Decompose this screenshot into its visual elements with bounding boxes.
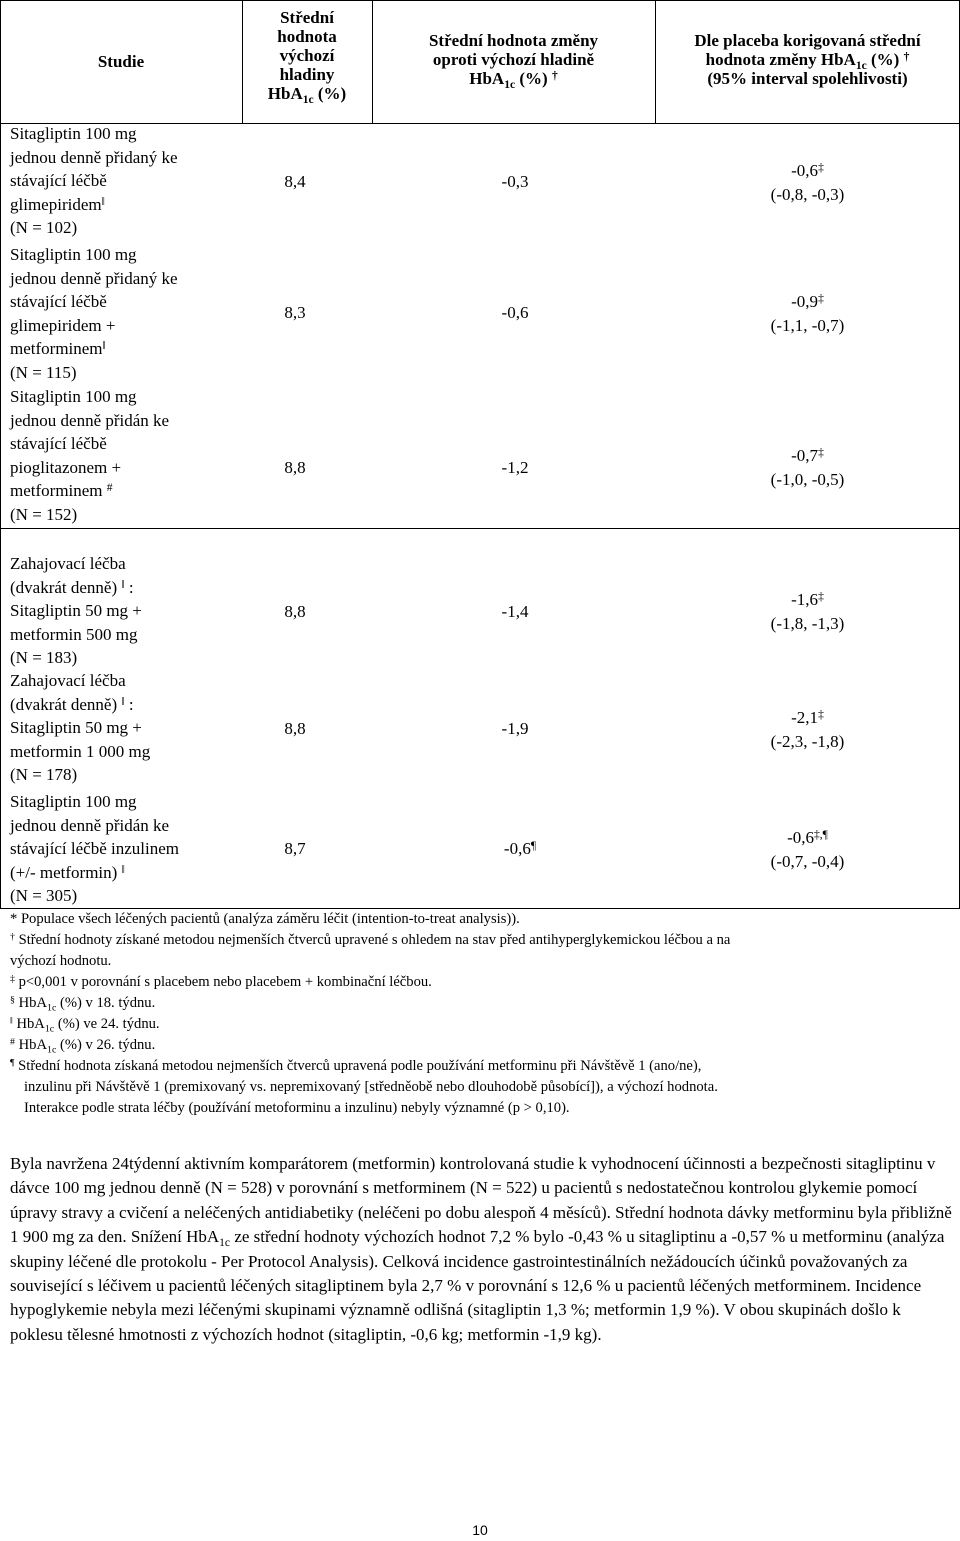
section-divider <box>0 528 960 529</box>
header-change: Střední hodnota změny oproti výchozí hladině HbA$_{1c}$ (%) † <box>428 31 599 92</box>
table-row-study: Sitagliptin 100 mg jednou denně přidán ke stávající léčbě inzulinem (+/- metformin) ‖ (N = 305) <box>10 792 179 905</box>
column-divider-2 <box>372 0 373 124</box>
table-row-study: Zahajovací léčba (dvakrát denně) ‖ : Sitagliptin 50 mg + metformin 500 mg (N = 183) <box>10 554 142 667</box>
header-placebo-corrected: Dle placeba korigovaná střední hodnota změny HbA$_{1c}$ (%) † (95% interval spolehlivosti) <box>694 31 921 88</box>
table-row-placebo-corrected: -2,1‡ (-2,3, -1,8) <box>770 707 845 751</box>
footnote-itt: * Populace všech léčených pacientů (analýza záměru léčit (intention-to-treat analysis)). <box>10 911 520 927</box>
footnote-week-18: § HbA$_{1c}$ (%) v 18. týdnu. <box>10 994 156 1014</box>
table-row-baseline: 8,8 <box>284 458 306 477</box>
table-row-study: Sitagliptin 100 mg jednou denně přidaný ke stávající léčbě glimepiridem‖ (N = 102) <box>10 124 178 237</box>
footnote-p-value: ‡ p<0,001 v porovnání s placebem nebo placebem + kombinační léčbou. <box>10 973 432 990</box>
table-row-baseline: 8,7 <box>284 839 306 858</box>
footnote-insulin-adjusted: ¶ Střední hodnota získaná metodou nejmenších čtverců upravená podle používání metforminu při Návštěvě 1 (ano/ne), inzulinu při Návštěvě 1 (premixovaný vs. nepremixovaný [středněobě nebo dlouhodobě působící]), a výchozí hodnota. Interakce podle strata léčby (používání metoforminu a inzulinu) nebyly významné (p > 0,10). <box>10 1057 718 1116</box>
table-row-baseline: 8,8 <box>284 602 306 621</box>
table-row-baseline: 8,4 <box>284 172 306 191</box>
header-study: Studie <box>97 52 145 71</box>
table-row-change: -0,6¶ <box>503 838 537 858</box>
table-row-change: -1,2 <box>501 458 529 477</box>
table-row-study: Sitagliptin 100 mg jednou denně přidán ke stávající léčbě pioglitazonem + metforminem # (N = 152) <box>10 387 170 524</box>
table-row-baseline: 8,3 <box>284 303 306 322</box>
footnote-least-squares-cont: výchozí hodnotu. <box>10 953 112 969</box>
table-left-border <box>0 0 1 909</box>
table-row-change: -1,4 <box>501 602 529 621</box>
table-row-baseline: 8,8 <box>284 719 306 738</box>
table-row-placebo-corrected: -0,9‡ (-1,1, -0,7) <box>770 291 845 335</box>
table-top-border <box>0 0 960 1</box>
table-row-placebo-corrected: -0,6‡ (-0,8, -0,3) <box>770 160 845 204</box>
table-row-change: -0,3 <box>501 172 529 191</box>
header-baseline: Střední hodnota výchozí hladiny HbA$_{1c}$ (%) <box>267 8 347 107</box>
table-row-placebo-corrected: -0,6‡,¶ (-0,7, -0,4) <box>770 827 845 871</box>
table-footnotes <box>10 909 950 1119</box>
table-row-change: -1,9 <box>501 719 529 738</box>
footnote-least-squares: † Střední hodnoty získané metodou nejmenších čtverců upravené s ohledem na stav před antihyperglykemickou léčbou a na <box>10 931 731 948</box>
table-row-study: Zahajovací léčba (dvakrát denně) ‖ : Sitagliptin 50 mg + metformin 1 000 mg (N = 178) <box>10 671 151 784</box>
table-row-change: -0,6 <box>501 303 529 322</box>
table-row-placebo-corrected: -0,7‡ (-1,0, -0,5) <box>770 445 845 489</box>
body-paragraph: Byla navržena 24týdenní aktivním komparátorem (metformin) kontrolovaná studie k vyhodnocení účinnosti a bezpečnosti sitagliptinu v dávce 100 mg jednou denně (N = 528) v porovnání s metforminem (N = 522) u pacientů s nedostatečnou kontrolou glykemie pomocí úpravy stravy a cvičení a neléčených antidiabetiky (neléčeni po dobu alespoň 4 měsíců). Střední hodnota dávky metforminu byla přibližně 1 900 mg za den. Snížení HbA$_{1c}$ ze střední hodnoty výchozích hodnot 7,2 % bylo -0,43 % u sitagliptinu a -0,57 % u metforminu (analýza skupiny léčené dle protokolu - Per Protocol Analysis). Celková incidence gastrointestinálních nežádoucích účinků považovaných za související s léčivem u pacientů léčených sitagliptinem byla 2,7 % v porovnání s 12,6 % u pacientů léčených metforminem. Incidence hypoglykemie nebyla mezi léčenými skupinami významně odlišná (sitagliptin 1,3 %; metformin 1,9 %). V obou skupinách došlo k poklesu tělesné hmotnosti z výchozích hodnot (sitagliptin, -0,6 kg; metformin -1,9 kg). <box>10 1154 952 1344</box>
footnote-week-24: ‖ HbA$_{1c}$ (%) ve 24. týdnu. <box>10 1015 160 1035</box>
footnote-week-26: # HbA$_{1c}$ (%) v 26. týdnu. <box>10 1036 156 1056</box>
table-row-placebo-corrected: -1,6‡ (-1,8, -1,3) <box>770 589 845 633</box>
page-number: 10 <box>472 1522 488 1538</box>
table-row-study: Sitagliptin 100 mg jednou denně přidaný ke stávající léčbě glimepiridem + metforminem‖ (N = 115) <box>10 245 178 382</box>
column-divider-3 <box>655 0 656 124</box>
column-divider-1 <box>242 0 243 124</box>
